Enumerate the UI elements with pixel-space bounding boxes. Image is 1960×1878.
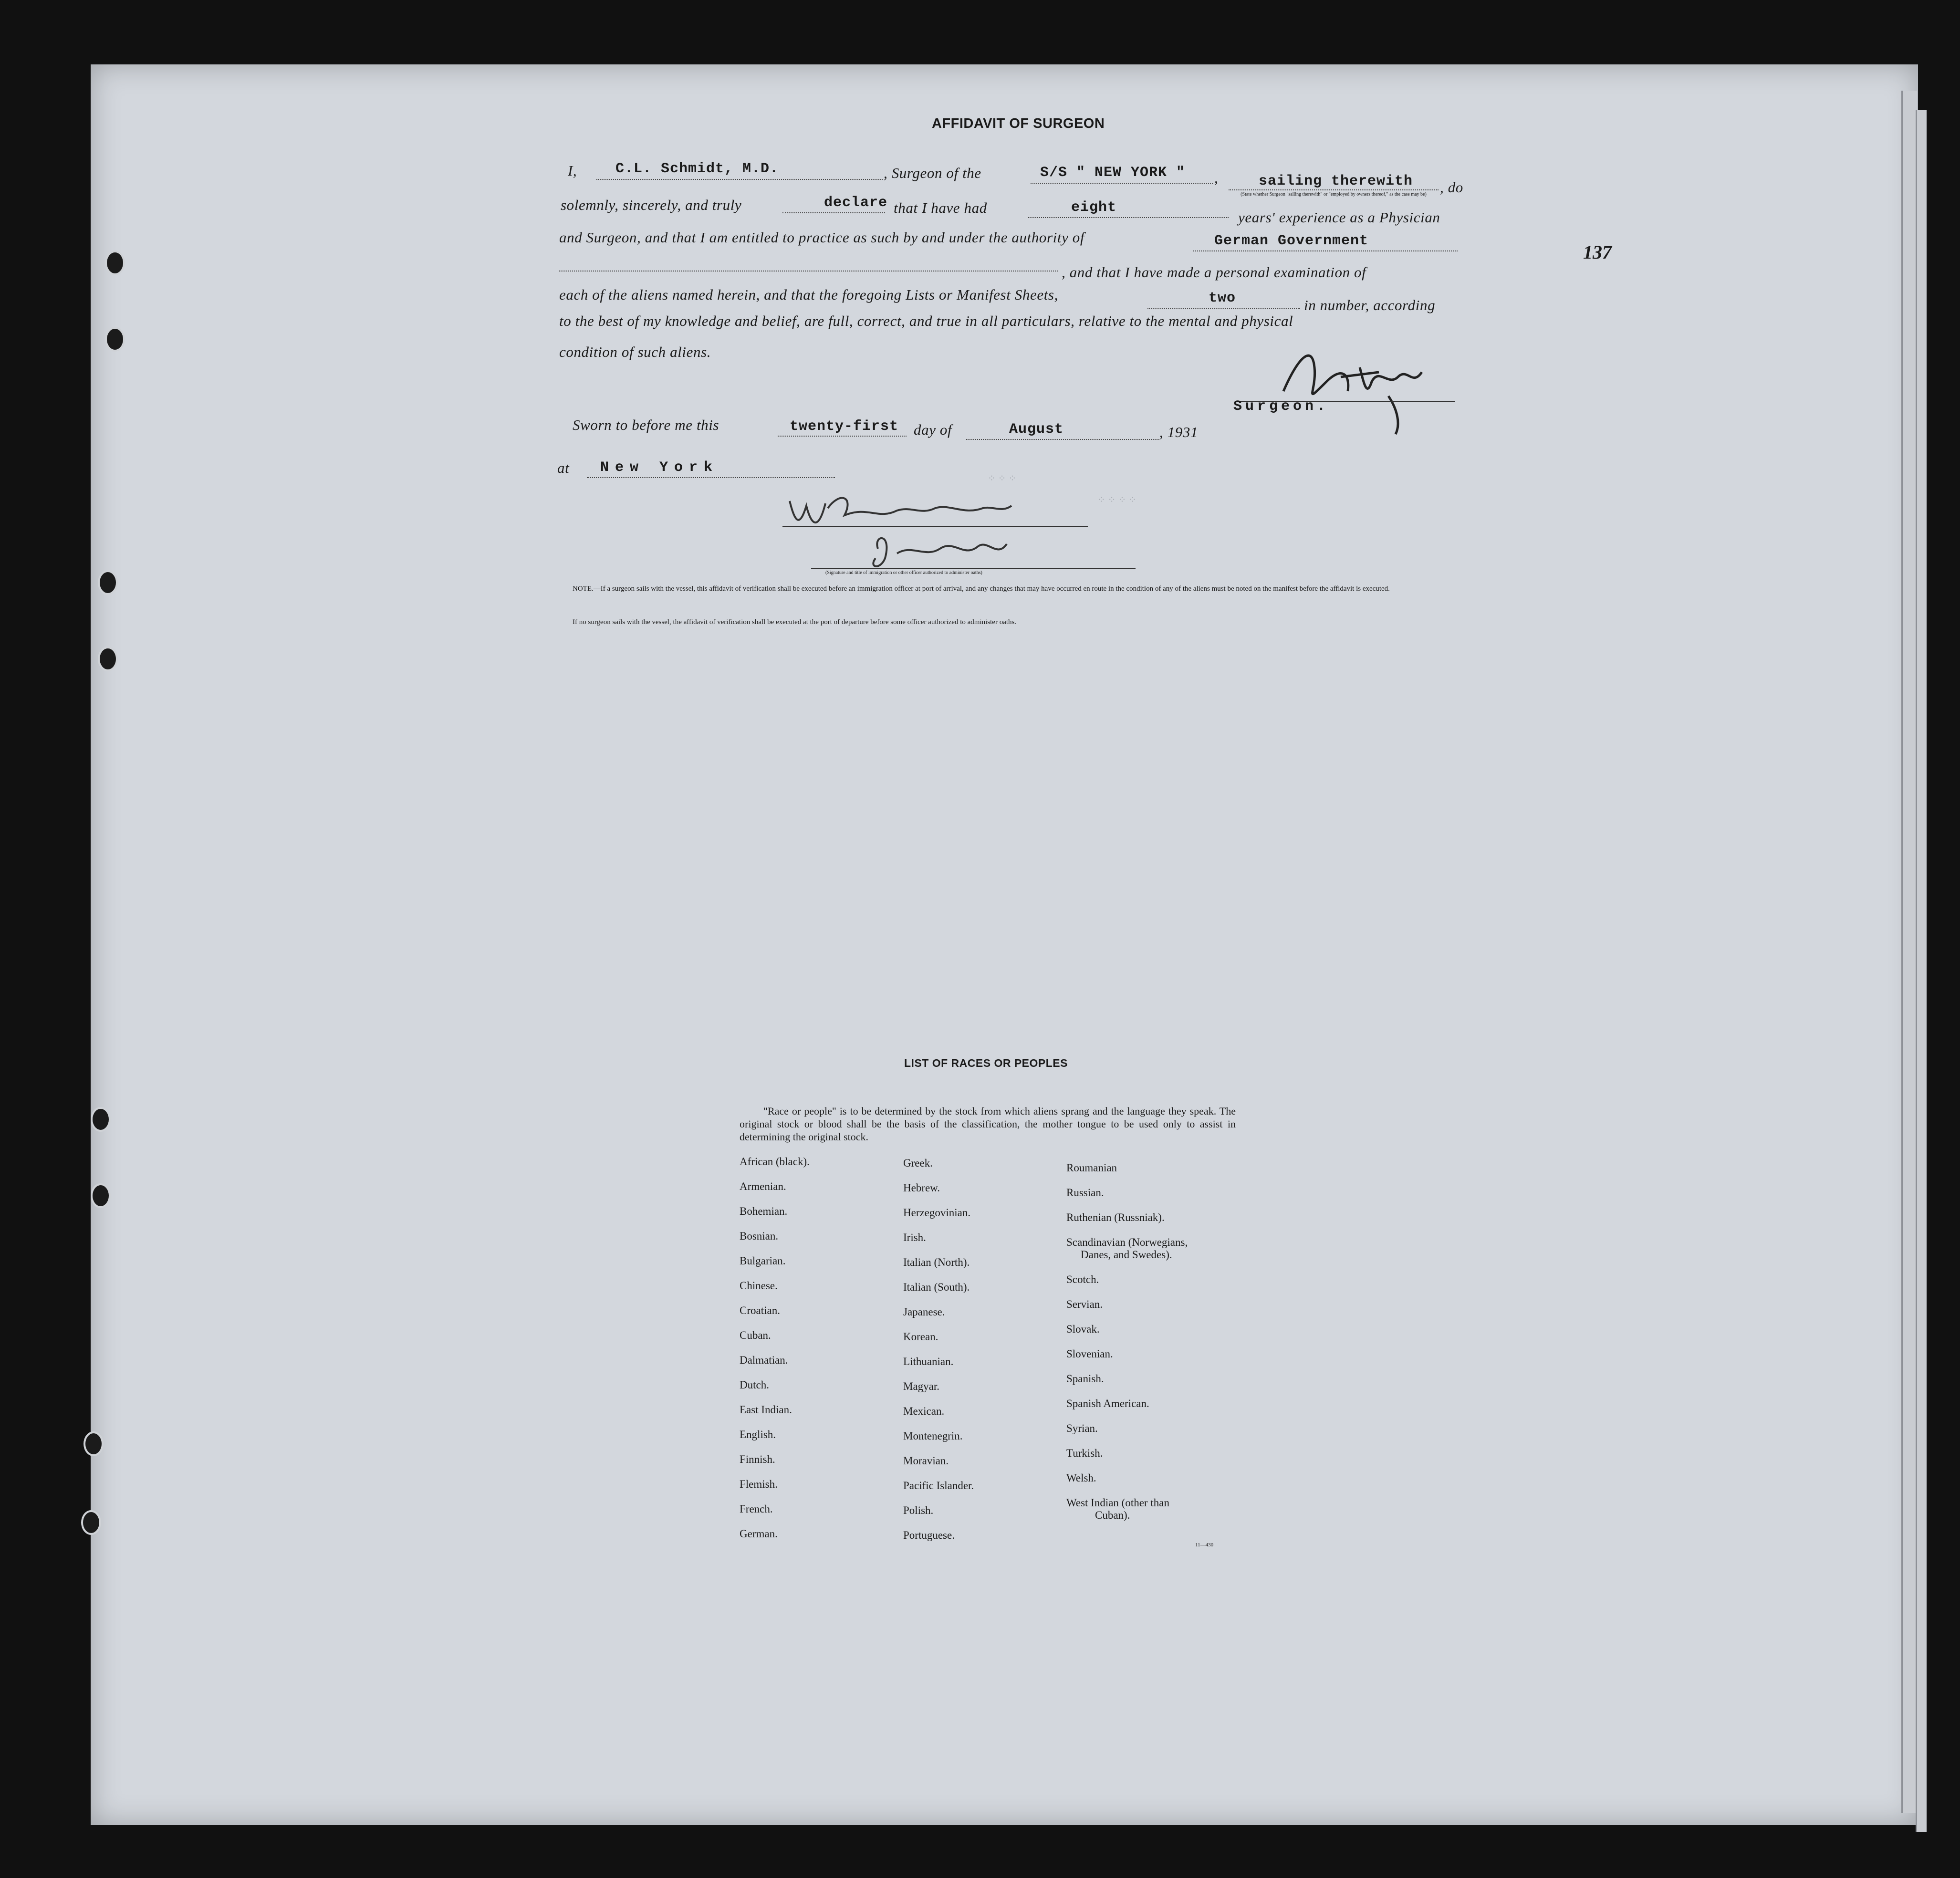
race-item: Mexican. bbox=[903, 1405, 945, 1417]
race-item: Bosnian. bbox=[740, 1230, 779, 1242]
form-number: 11—430 bbox=[1195, 1542, 1214, 1548]
binder-hole bbox=[91, 1183, 111, 1208]
label-day-of: day of bbox=[914, 421, 952, 438]
race-item: English. bbox=[740, 1429, 776, 1440]
races-column-1 bbox=[740, 1156, 810, 1553]
race-item: Irish. bbox=[903, 1231, 926, 1243]
fill-line bbox=[1031, 183, 1213, 184]
note-paragraph: NOTE.—If a surgeon sails with the vessel, this affidavit of verification shall be executed before an immigration officer at port of arrival, and any changes that may have occurred en route in the condition of any of the aliens must be noted on the manifest before the affidavit is executed. bbox=[573, 585, 1390, 593]
label-solemnly: solemnly, sincerely, and truly bbox=[561, 197, 742, 213]
sailing-status: sailing therewith bbox=[1259, 173, 1413, 189]
race-item: Moravian. bbox=[903, 1455, 949, 1467]
race-item: Ruthenian (Russniak). bbox=[1066, 1211, 1165, 1223]
sheets-count: two bbox=[1209, 290, 1236, 306]
fill-line bbox=[1229, 189, 1439, 190]
binder-hole bbox=[81, 1510, 101, 1535]
binder-hole bbox=[83, 1431, 104, 1456]
race-item: Bohemian. bbox=[740, 1205, 788, 1217]
races-title: LIST OF RACES OR PEOPLES bbox=[904, 1057, 1068, 1069]
race-item: Lithuanian. bbox=[903, 1356, 954, 1367]
race-item: African (black). bbox=[740, 1156, 810, 1168]
races-column-3 bbox=[1066, 1162, 1188, 1534]
sworn-day: twenty-first bbox=[790, 418, 899, 435]
race-item: East Indian. bbox=[740, 1404, 792, 1416]
label-i: I, bbox=[568, 162, 577, 179]
race-item: Portuguese. bbox=[903, 1529, 955, 1541]
label-best-knowledge: to the best of my knowledge and belief, are full, correct, and true in all particulars, relative to the mental and physical bbox=[559, 313, 1293, 329]
race-item: Greek. bbox=[903, 1157, 933, 1169]
label-that-had: that I have had bbox=[894, 199, 987, 216]
surgeon-name: C.L. Schmidt, M.D. bbox=[615, 161, 779, 177]
officer-caption: (Signature and title of immigration or other officer authorized to administer oaths) bbox=[825, 570, 982, 575]
binder-hole bbox=[105, 250, 125, 275]
fill-line bbox=[1147, 308, 1300, 309]
race-item: Chinese. bbox=[740, 1280, 778, 1292]
page-edge bbox=[1901, 91, 1917, 1813]
label-and-surgeon: and Surgeon, and that I am entitled to practice as such by and under the authority of bbox=[559, 229, 1085, 246]
affidavit-title: AFFIDAVIT OF SURGEON bbox=[932, 116, 1105, 131]
race-item: Magyar. bbox=[903, 1380, 940, 1392]
race-item: Cuban). bbox=[1095, 1509, 1130, 1521]
race-item: Slovak. bbox=[1066, 1323, 1100, 1335]
race-item: Armenian. bbox=[740, 1180, 786, 1192]
page-edge bbox=[1916, 110, 1927, 1832]
surgeon-signature bbox=[1269, 339, 1441, 439]
fill-line bbox=[782, 212, 885, 213]
label-surgeon-of: , Surgeon of the bbox=[884, 165, 981, 181]
race-item: Slovenian. bbox=[1066, 1348, 1113, 1360]
label-each-alien: each of the aliens named herein, and that the foregoing Lists or Manifest Sheets, bbox=[559, 286, 1058, 303]
race-item: Korean. bbox=[903, 1331, 938, 1343]
fill-line bbox=[966, 439, 1159, 440]
race-item: Russian. bbox=[1066, 1187, 1104, 1199]
races-column-2 bbox=[903, 1157, 974, 1554]
binder-hole bbox=[98, 570, 118, 595]
page-number: 137 bbox=[1583, 241, 1612, 263]
race-item: Japanese. bbox=[903, 1306, 945, 1318]
fill-line bbox=[1028, 217, 1229, 218]
race-item: Montenegrin. bbox=[903, 1430, 963, 1442]
sworn-place: New York bbox=[600, 459, 719, 476]
race-item: Finnish. bbox=[740, 1453, 775, 1465]
surgeon-label: Surgeon. bbox=[1233, 398, 1329, 415]
race-item: Herzegovinian. bbox=[903, 1207, 971, 1219]
sworn-month: August bbox=[1009, 421, 1064, 438]
race-item: Spanish American. bbox=[1066, 1398, 1149, 1409]
race-item: Dalmatian. bbox=[740, 1354, 788, 1366]
declare-word: declare bbox=[824, 195, 888, 211]
binder-hole bbox=[105, 327, 125, 352]
race-item: Danes, and Swedes). bbox=[1081, 1249, 1172, 1261]
label-condition: condition of such aliens. bbox=[559, 344, 711, 360]
fill-line bbox=[587, 477, 835, 478]
status-hint: (State whether Surgeon "sailing therewith" or "employed by owners thereof," as the case may be) bbox=[1241, 192, 1427, 197]
race-item: Bulgarian. bbox=[740, 1255, 786, 1267]
race-item: Welsh. bbox=[1066, 1472, 1096, 1484]
years-count: eight bbox=[1071, 199, 1117, 216]
label-at: at bbox=[557, 459, 570, 476]
label-examination: , and that I have made a personal examination of bbox=[1062, 264, 1366, 281]
bleed-through: ⁘ ⁘ ⁘ bbox=[988, 473, 1017, 484]
race-item: Hebrew. bbox=[903, 1182, 940, 1194]
race-item: Scotch. bbox=[1066, 1273, 1099, 1285]
officer-title-line bbox=[811, 568, 1136, 569]
race-item: Italian (South). bbox=[903, 1281, 970, 1293]
race-item: German. bbox=[740, 1528, 778, 1540]
label-years-exp: years' experience as a Physician bbox=[1238, 209, 1440, 226]
label-in-number: in number, according bbox=[1304, 297, 1436, 313]
fill-line bbox=[596, 179, 883, 180]
race-item: West Indian (other than bbox=[1066, 1497, 1169, 1509]
comma: , bbox=[1214, 169, 1219, 186]
race-item: Syrian. bbox=[1066, 1422, 1098, 1434]
race-item: Roumanian bbox=[1066, 1162, 1117, 1174]
fill-line bbox=[1193, 250, 1458, 251]
race-item: French. bbox=[740, 1503, 773, 1515]
sworn-prefix: Sworn to before me this bbox=[573, 417, 719, 433]
races-intro: "Race or people" is to be determined by the stock from which aliens sprang and the language they speak. The original stock or blood shall be the basis of the classification, the mother tongue to be used only to assist in determining the original stock. bbox=[740, 1105, 1236, 1143]
authority: German Government bbox=[1214, 233, 1369, 249]
race-item: Croatian. bbox=[740, 1304, 780, 1316]
race-item: Turkish. bbox=[1066, 1447, 1103, 1459]
race-item: Dutch. bbox=[740, 1379, 769, 1391]
label-do: , do bbox=[1440, 179, 1463, 196]
sworn-year: , 1931 bbox=[1159, 424, 1199, 440]
vessel-name: S/S " NEW YORK " bbox=[1040, 165, 1186, 181]
race-item: Flemish. bbox=[740, 1478, 778, 1490]
race-item: Spanish. bbox=[1066, 1373, 1104, 1385]
officer-line bbox=[782, 526, 1088, 527]
binder-hole bbox=[98, 647, 118, 671]
binder-hole bbox=[91, 1107, 111, 1132]
race-item: Italian (North). bbox=[903, 1256, 970, 1268]
race-item: Pacific Islander. bbox=[903, 1480, 974, 1492]
fill-line bbox=[778, 436, 907, 437]
race-item: Servian. bbox=[1066, 1298, 1103, 1310]
race-item: Scandinavian (Norwegians, bbox=[1066, 1236, 1188, 1248]
race-item: Polish. bbox=[903, 1504, 934, 1516]
note-paragraph: If no surgeon sails with the vessel, the affidavit of verification shall be executed at the port of departure before some officer authorized to administer oaths. bbox=[573, 618, 1017, 626]
race-item: Cuban. bbox=[740, 1329, 771, 1341]
bleed-through: ⁘ ⁘ ⁘ ⁘ bbox=[1097, 495, 1137, 505]
